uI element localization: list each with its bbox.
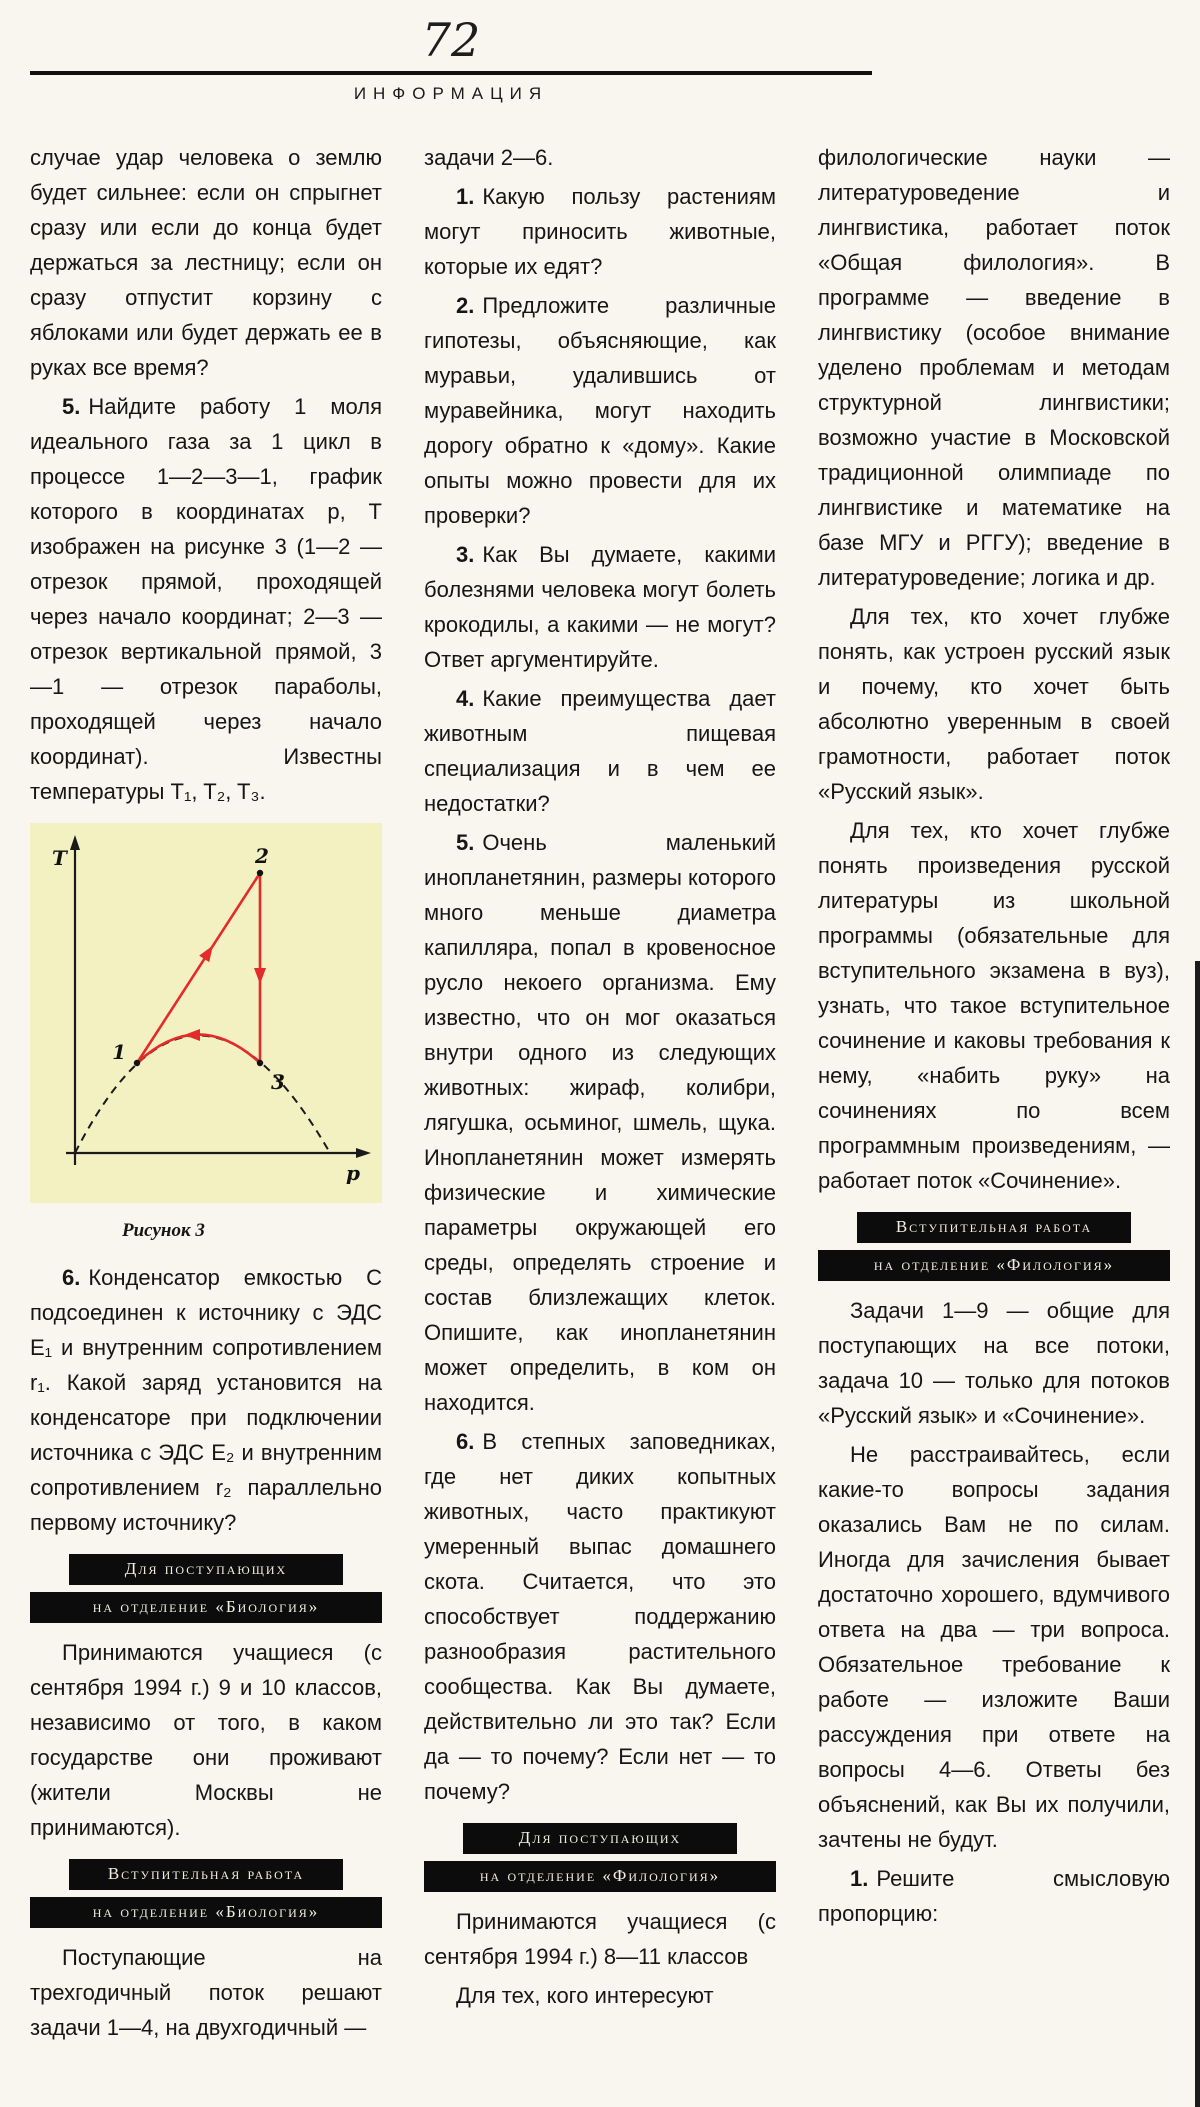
- paragraph-essay-stream: Для тех, кто хочет глубже понять произведения русской литературы из школьной программы (обязательные для вступительного экзамена в вуз), узнать, что такое вступительное сочинение и каковы требования к нему, «набить руку» на сочинениях по всем программным произведениям, — работает поток «Сочинение».: [818, 818, 1170, 1194]
- column-2: [424, 140, 776, 2049]
- column-1: [30, 140, 382, 2049]
- task-text: Как Вы думаете, какими болезнями человека могут болеть крокодилы, а какими — не могут? Ответ аргументируйте.: [424, 542, 776, 673]
- biology-task-2: [424, 288, 776, 533]
- problem-text: Конденсатор емкостью C подсоединен к источнику с ЭДС E₁ и внутренним сопротивлением r₁. Какой заряд установится на конденсаторе при подключении источника с ЭДС E₂ и внутренним сопротивлением r₂ параллельно первому источнику?: [30, 1265, 382, 1536]
- three-column-layout: [0, 140, 1200, 2049]
- column-3: [818, 140, 1170, 2049]
- task-text: Решите смысловую пропорцию:: [818, 1866, 1170, 1927]
- task-number: 6.: [456, 1429, 475, 1455]
- admission-info-philology: Принимаются учащиеся (с сентября 1994 г.) 8—11 классов: [424, 1909, 776, 1970]
- point-1: [134, 1060, 140, 1066]
- task-text: В степных заповедниках, где нет диких копытных животных, часто практикуют умеренный выпас домашнего скота. Считается, что это способствует поддержанию разнообразия растительного сообщества. Как Вы думаете, действительно ли это так? Если да — то почему? Если нет — то почему?: [424, 1429, 776, 1805]
- figure-caption: Рисунок 3: [122, 1220, 205, 1242]
- banner-line: на отделение «Филология»: [818, 1250, 1170, 1281]
- banner-line: на отделение «Филология»: [424, 1861, 776, 1892]
- task-number: 1.: [456, 184, 475, 210]
- paragraph-continuation: задачи 2—6.: [424, 145, 554, 171]
- task-number: 2.: [456, 293, 475, 319]
- y-axis-label: T: [52, 846, 67, 871]
- banner-line: Вступительная работа: [857, 1212, 1132, 1243]
- task-number: 4.: [456, 686, 475, 712]
- paragraph-continuation: случае удар человека о землю будет сильнее: если он спрыгнет сразу или если до конца будет держаться за лестницу; если он сразу отпустит корзину с яблоками или будет держать ее в руках все время?: [30, 145, 382, 381]
- banner-admission-biology: [30, 1554, 382, 1623]
- biology-task-1: [424, 179, 776, 284]
- figure-3-pt-diagram: [30, 823, 382, 1203]
- biology-task-5: [424, 825, 776, 1420]
- point-3-label: 3: [271, 1070, 285, 1095]
- philology-task-1: [818, 1861, 1170, 1931]
- task-text: Какие преимущества дает животным пищевая специализация и в чем ее недостатки?: [424, 686, 776, 817]
- banner-admission-philology: [424, 1823, 776, 1892]
- tasks-overview: Задачи 1—9 — общие для поступающих на все потоки, задача 10 — только для потоков «Русский язык» и «Сочинение».: [818, 1298, 1170, 1429]
- streams-info: Поступающие на трехгодичный поток решают задачи 1—4, на двухгодичный —: [30, 1945, 382, 2041]
- banner-line: Для поступающих: [463, 1823, 738, 1854]
- point-3: [257, 1060, 263, 1066]
- header-rule: [30, 71, 872, 75]
- point-2-label: 2: [255, 844, 269, 869]
- figure-background: [30, 823, 382, 1203]
- problem-number: 5.: [62, 394, 81, 420]
- paragraph-philology-streams: филологические науки — литературоведение и лингвистика, работает поток «Общая филология». В программе — введение в лингвистику (особое внимание уделено проблемам и методам структурной лингвистики; возможно участие в Московской традиционной олимпиаде по лингвистике и математике на базе МГУ и РГГУ); введение в литературоведение; логика и др.: [818, 145, 1170, 591]
- admission-info-biology: Принимаются учащиеся (с сентября 1994 г.) 9 и 10 классов, независимо от того, в каком государстве они проживают (жители Москвы не принимаются).: [30, 1640, 382, 1841]
- biology-task-6: [424, 1424, 776, 1809]
- banner-line: Для поступающих: [69, 1554, 344, 1585]
- task-text: Какую пользу растениям могут приносить животные, которые их едят?: [424, 184, 776, 280]
- paragraph-russian-language-stream: Для тех, кто хочет глубже понять, как устроен русский язык и почему, кто хочет быть абсолютно уверенным в своей грамотности, работает поток «Русский язык».: [818, 604, 1170, 805]
- magazine-page: [0, 13, 1200, 2107]
- task-number: 1.: [850, 1866, 869, 1892]
- page-header: [30, 13, 872, 104]
- point-2: [257, 870, 263, 876]
- problem-text: Найдите работу 1 моля идеального газа за 1 цикл в процессе 1—2—3—1, график которого в координатах p, T изображен на рисунке 3 (1—2 — отрезок прямой, проходящей через начало координат; 2—3 — отрезок вертикальной прямой, 3—1 — отрезок параболы, проходящей через начало координат). Известны температуры T₁, T₂, T₃.: [30, 394, 382, 805]
- biology-task-4: [424, 681, 776, 821]
- interest-lead-in: Для тех, кого интересуют: [456, 1983, 714, 2009]
- problem-5-physics: [30, 389, 382, 809]
- task-number: 3.: [456, 542, 475, 568]
- banner-entrance-work-biology: [30, 1859, 382, 1928]
- advice-paragraph: Не расстраивайтесь, если какие-то вопросы задания оказались Вам не по силам. Иногда для зачисления бывает достаточно хорошего, вдумчивого ответа на два — три вопроса. Обязательное требование к работе — изложите Ваши рассуждения при ответе на вопросы 4—6. Ответы без объяснений, как Вы их получили, зачтены не будут.: [818, 1442, 1170, 1853]
- task-text: Предложите различные гипотезы, объясняющие, как муравьи, удалившись от муравейника, могут находить дорогу обратно к «дому». Какие опыты можно провести для их проверки?: [424, 293, 776, 529]
- banner-entrance-work-philology: [818, 1212, 1170, 1281]
- problem-number: 6.: [62, 1265, 81, 1291]
- scan-edge-artifact: [1195, 961, 1200, 2107]
- banner-line: на отделение «Биология»: [30, 1592, 382, 1623]
- banner-line: на отделение «Биология»: [30, 1897, 382, 1928]
- point-1-label: 1: [112, 1040, 126, 1065]
- page-number: 72: [421, 13, 481, 67]
- x-axis-label: p: [346, 1161, 360, 1186]
- section-title: ИНФОРМАЦИЯ: [353, 84, 549, 104]
- banner-line: Вступительная работа: [69, 1859, 344, 1890]
- task-text: Очень маленький инопланетянин, размеры которого много меньше диаметра капилляра, попал в кровеносное русло некоего организма. Ему известно, что он мог оказаться внутри одного из следующих животных: жираф, колибри, лягушка, осьминог, шмель, щука. Инопланетянин может измерять физические и химические параметры окружающей его среды, определять строение и состав близлежащих клеток. Опишите, как инопланетянин может определить, в ком он находится.: [424, 830, 776, 1416]
- figure-3-block: [30, 823, 382, 1248]
- biology-task-3: [424, 537, 776, 677]
- problem-6-physics: [30, 1260, 382, 1540]
- task-number: 5.: [456, 830, 475, 856]
